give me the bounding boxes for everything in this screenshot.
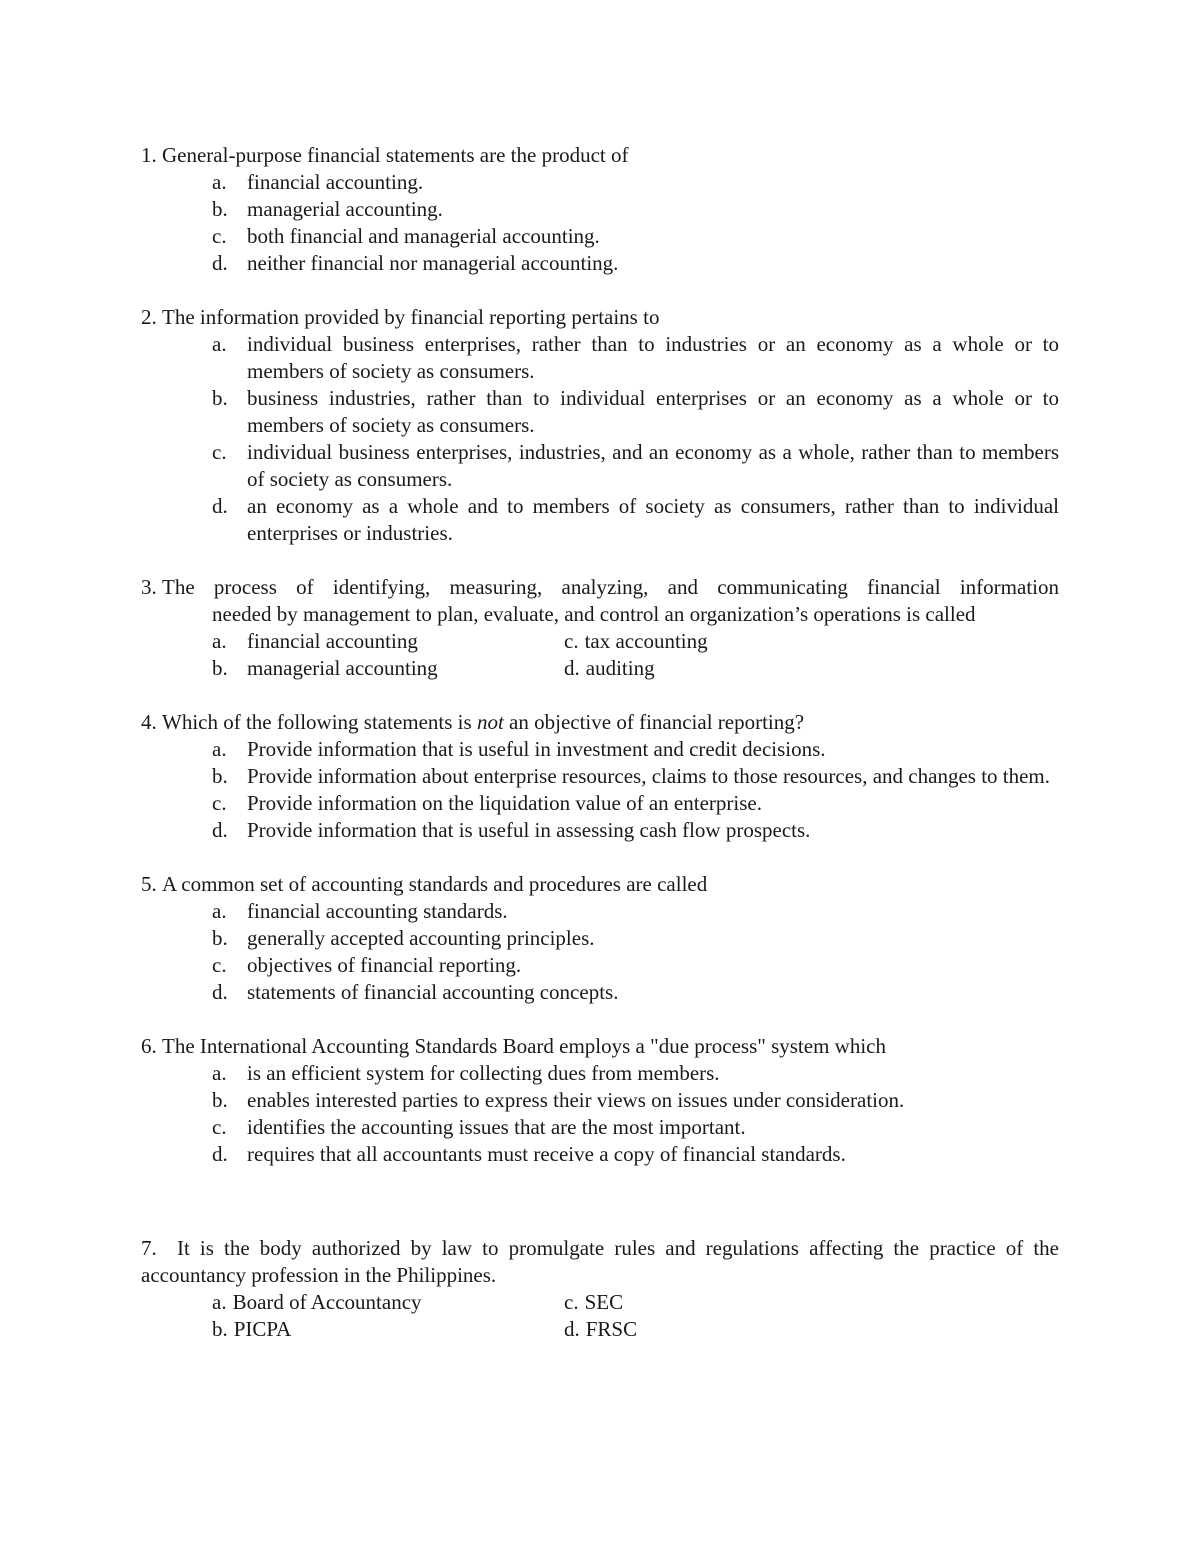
question-text: The information provided by financial reporting pertains to xyxy=(162,305,660,329)
option-text: individual business enterprises, industries, and an economy as a whole, rather than to members of society as consumers. xyxy=(247,440,1059,491)
question-number: 6. xyxy=(141,1034,157,1058)
question-6 xyxy=(141,1033,1059,1168)
option-d xyxy=(141,250,1059,277)
option-c xyxy=(141,223,1059,250)
option-letter: c. xyxy=(212,440,227,464)
option-letter: d. xyxy=(212,494,228,518)
option-d xyxy=(141,979,1059,1006)
question-number: 7. xyxy=(141,1236,157,1260)
option-a xyxy=(141,169,1059,196)
option-b xyxy=(141,925,1059,952)
options-list xyxy=(141,169,1059,277)
option-text: individual business enterprises, rather than to industries or an economy as a whole or to members of society as consumers. xyxy=(247,332,1059,383)
option-letter: d. xyxy=(564,1317,580,1341)
option-letter: a. xyxy=(212,737,227,761)
question-number: 3. xyxy=(141,575,157,599)
options-grid xyxy=(141,628,1059,682)
option-letter: a. xyxy=(212,629,227,653)
option-letter: b. xyxy=(212,386,228,410)
option-b xyxy=(141,385,1059,439)
question-text: Which of the following statements is not an objective of financial reporting? xyxy=(162,710,805,734)
option-c xyxy=(141,790,1059,817)
options-grid xyxy=(141,1289,1059,1343)
option-text: financial accounting standards. xyxy=(247,899,508,923)
option-letter: a. xyxy=(212,899,227,923)
question-stem xyxy=(141,1235,1059,1289)
question-stem xyxy=(141,574,1059,628)
spacer xyxy=(141,844,1059,871)
question-1 xyxy=(141,142,1059,277)
option-text: PICPA xyxy=(233,1317,292,1341)
option-b xyxy=(141,196,1059,223)
option-letter: d. xyxy=(212,251,228,275)
option-text: is an efficient system for collecting dues from members. xyxy=(247,1061,720,1085)
option-letter: d. xyxy=(212,1142,228,1166)
option-letter: c. xyxy=(212,953,227,977)
option-text: both financial and managerial accounting. xyxy=(247,224,600,248)
option-text: FRSC xyxy=(585,1317,638,1341)
question-text-continued: needed by management to plan, evaluate, and control an organization’s operations is called xyxy=(212,602,976,626)
option-letter: d. xyxy=(212,818,228,842)
option-d xyxy=(141,817,1059,844)
option-letter: b. xyxy=(212,764,228,788)
option-b xyxy=(141,763,1059,790)
option-letter: c. xyxy=(212,224,227,248)
option-letter: d. xyxy=(212,980,228,1004)
question-4 xyxy=(141,709,1059,844)
option-d xyxy=(141,493,1059,547)
option-text: statements of financial accounting concepts. xyxy=(247,980,619,1004)
question-text: A common set of accounting standards and procedures are called xyxy=(162,872,708,896)
option-text: neither financial nor managerial accounting. xyxy=(247,251,619,275)
options-list xyxy=(141,331,1059,547)
spacer xyxy=(141,1208,1059,1235)
option-c xyxy=(141,952,1059,979)
option-a xyxy=(141,331,1059,385)
option-c xyxy=(141,1114,1059,1141)
option-text: SEC xyxy=(584,1290,624,1314)
spacer xyxy=(141,277,1059,304)
option-letter: b. xyxy=(212,1088,228,1112)
spacer xyxy=(141,1006,1059,1033)
question-text-line1: The process of identifying, measuring, analyzing, and communicating financial information xyxy=(162,575,1059,599)
option-letter: a. xyxy=(212,170,227,194)
option-d xyxy=(564,655,1059,682)
question-stem xyxy=(141,304,1059,331)
question-3 xyxy=(141,574,1059,682)
question-7 xyxy=(141,1235,1059,1343)
option-text: financial accounting xyxy=(247,629,418,653)
option-text: requires that all accountants must receive a copy of financial standards. xyxy=(247,1142,846,1166)
question-stem xyxy=(141,142,1059,169)
option-text: enables interested parties to express their views on issues under consideration. xyxy=(247,1088,905,1112)
question-2 xyxy=(141,304,1059,547)
spacer xyxy=(141,682,1059,709)
question-text: It is the body authorized by law to promulgate rules and regulations affecting the practice of the accountancy profession in the Philippines. xyxy=(141,1236,1059,1287)
option-text: financial accounting. xyxy=(247,170,424,194)
question-text: General-purpose financial statements are the product of xyxy=(162,143,629,167)
option-a xyxy=(141,1060,1059,1087)
question-number: 1. xyxy=(141,143,157,167)
question-stem xyxy=(141,871,1059,898)
option-d xyxy=(141,1141,1059,1168)
option-d xyxy=(564,1316,1059,1343)
option-text: tax accounting xyxy=(584,629,708,653)
option-text: managerial accounting xyxy=(247,656,438,680)
spacer xyxy=(141,547,1059,574)
options-list xyxy=(141,736,1059,844)
option-letter: b. xyxy=(212,656,228,680)
option-letter: a. xyxy=(212,1290,227,1314)
option-letter: c. xyxy=(564,1290,579,1314)
exam-page xyxy=(141,142,1059,1343)
question-number: 4. xyxy=(141,710,157,734)
option-text: objectives of financial reporting. xyxy=(247,953,522,977)
option-c xyxy=(564,1289,1059,1316)
option-b xyxy=(141,1087,1059,1114)
option-text: generally accepted accounting principles. xyxy=(247,926,595,950)
option-letter: c. xyxy=(212,1115,227,1139)
option-c xyxy=(141,439,1059,493)
question-number: 2. xyxy=(141,305,157,329)
option-letter: a. xyxy=(212,1061,227,1085)
option-text: Provide information that is useful in assessing cash flow prospects. xyxy=(247,818,811,842)
option-a xyxy=(141,898,1059,925)
options-list xyxy=(141,898,1059,1006)
option-a xyxy=(141,736,1059,763)
option-c xyxy=(564,628,1059,655)
option-text: Provide information that is useful in investment and credit decisions. xyxy=(247,737,826,761)
option-letter: c. xyxy=(564,629,579,653)
question-stem xyxy=(141,1033,1059,1060)
option-text: an economy as a whole and to members of society as consumers, rather than to individual enterprises or industries. xyxy=(247,494,1059,545)
option-letter: c. xyxy=(212,791,227,815)
options-list xyxy=(141,1060,1059,1168)
spacer xyxy=(141,1168,1059,1208)
option-text: business industries, rather than to individual enterprises or an economy as a whole or to members of society as consumers. xyxy=(247,386,1059,437)
question-5 xyxy=(141,871,1059,1006)
option-text: Provide information on the liquidation value of an enterprise. xyxy=(247,791,762,815)
option-letter: b. xyxy=(212,1317,228,1341)
question-number: 5. xyxy=(141,872,157,896)
option-text: Provide information about enterprise resources, claims to those resources, and changes to them. xyxy=(247,764,1051,788)
option-letter: d. xyxy=(564,656,580,680)
option-text: auditing xyxy=(585,656,655,680)
option-letter: b. xyxy=(212,197,228,221)
emphasis-not: not xyxy=(476,710,504,734)
option-letter: a. xyxy=(212,332,227,356)
option-text: Board of Accountancy xyxy=(232,1290,422,1314)
option-text: managerial accounting. xyxy=(247,197,443,221)
question-stem xyxy=(141,709,1059,736)
option-letter: b. xyxy=(212,926,228,950)
question-text: The International Accounting Standards Board employs a "due process" system which xyxy=(162,1034,886,1058)
option-text: identifies the accounting issues that are the most important. xyxy=(247,1115,746,1139)
